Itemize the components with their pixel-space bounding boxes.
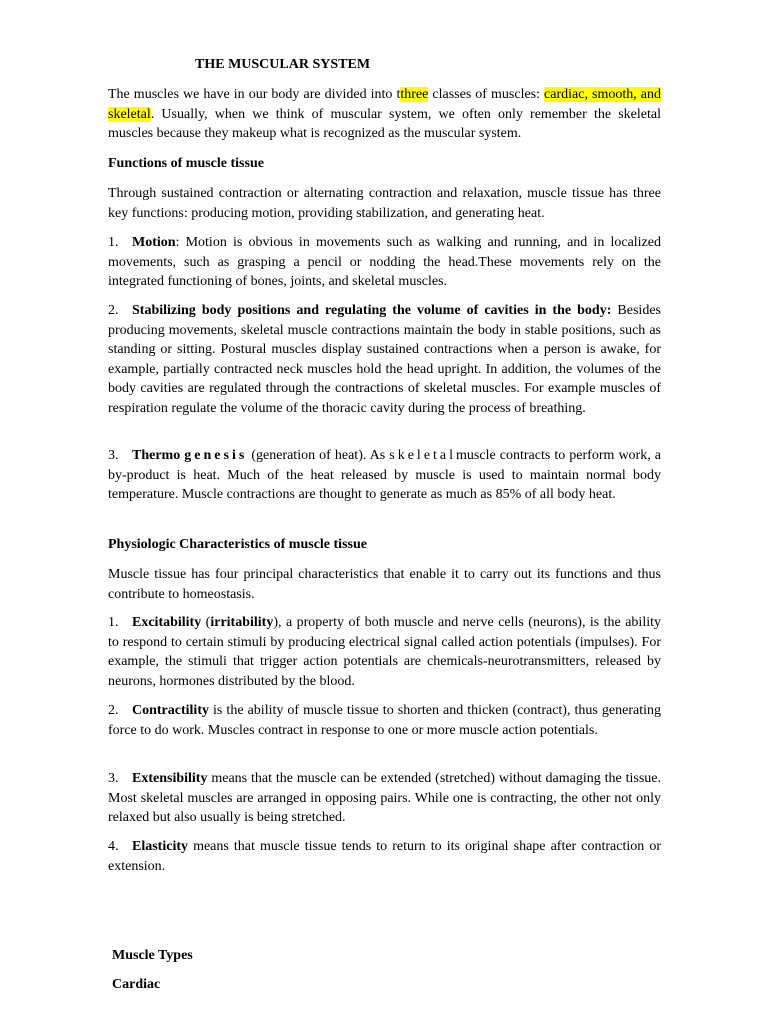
characteristic-excitability: 1. Excitability (irritability), a property of both muscle and nerve cells (neurons), is the ability to respond to certain stimuli by producing electrical signal called action potentials (impulses). For example, the stimuli that trigger action potentials are chemicals-neurotransmitters, released by neurons, hormones distributed by the blood. — [108, 615, 661, 689]
function-item-stabilizing: 2. Stabilizing body positions and regulating the volume of cavities in the body: Besides producing movements, skeletal muscle contractions maintain the body in stable positions, such as standing or sitting. Postural muscles display sustained contractions when a person is awake, for example, partially contracted neck muscles hold the head upright. In addition, the volumes of the body cavities are regulated through the contractions of skeletal muscles. For example muscles of respiration regulate the volume of the thoracic cavity during the process of breathing. — [108, 303, 661, 416]
physiologic-intro: Muscle tissue has four principal characteristics that enable it to carry out its functions and thus contribute to homeostasis. — [108, 567, 661, 602]
section-heading-muscle-types: Muscle Types — [112, 948, 193, 963]
subheading-cardiac: Cardiac — [112, 977, 161, 992]
function-item-motion: 1. Motion: Motion is obvious in movements such as walking and running, and in localized movements, such as grasping a pencil or nodding the head.These movements rely on the integrated functioning of bones, joints, and skeletal muscles. — [108, 235, 661, 289]
page-title: THE MUSCULAR SYSTEM — [195, 57, 371, 72]
characteristic-contractility: 2. Contractility is the ability of muscle tissue to shorten and thicken (contract), thus generating force to do work. Muscles contract in response to one or more muscle action potentials. — [108, 703, 661, 738]
functions-intro: Through sustained contraction or alternating contraction and relaxation, muscle tissue has three key functions: producing motion, providing stabilization, and generating heat. — [108, 186, 661, 221]
function-item-thermogenesis: 3. Thermo genesis (generation of heat). As skeletalmuscle contracts to perform work, a by-product is heat. Much of the heat released by muscle is used to maintain normal body temperature. Muscle contractions are thought to generate as much as 85% of all body heat. — [108, 448, 661, 502]
intro-paragraph: The muscles we have in our body are divided into tthree classes of muscles: cardiac, smooth, and skeletal. Usually, when we think of muscular system, we often only remember the skeletal muscles because they makeup what is recognized as the muscular system. — [108, 87, 661, 141]
highlight: cardiac, smooth, and — [544, 87, 661, 102]
highlight: skeletal — [108, 106, 151, 122]
section-heading-physiologic: Physiologic Characteristics of muscle tissue — [108, 537, 367, 552]
highlight: three — [400, 87, 429, 102]
characteristic-extensibility: 3. Extensibility means that the muscle can be extended (stretched) without damaging the tissue. Most skeletal muscles are arranged in opposing pairs. While one is contracting, the other not only relaxed but also usually is being stretched. — [108, 771, 661, 825]
characteristic-elasticity: 4. Elasticity means that muscle tissue tends to return to its original shape after contraction or extension. — [108, 839, 661, 874]
section-heading-functions: Functions of muscle tissue — [108, 156, 264, 171]
